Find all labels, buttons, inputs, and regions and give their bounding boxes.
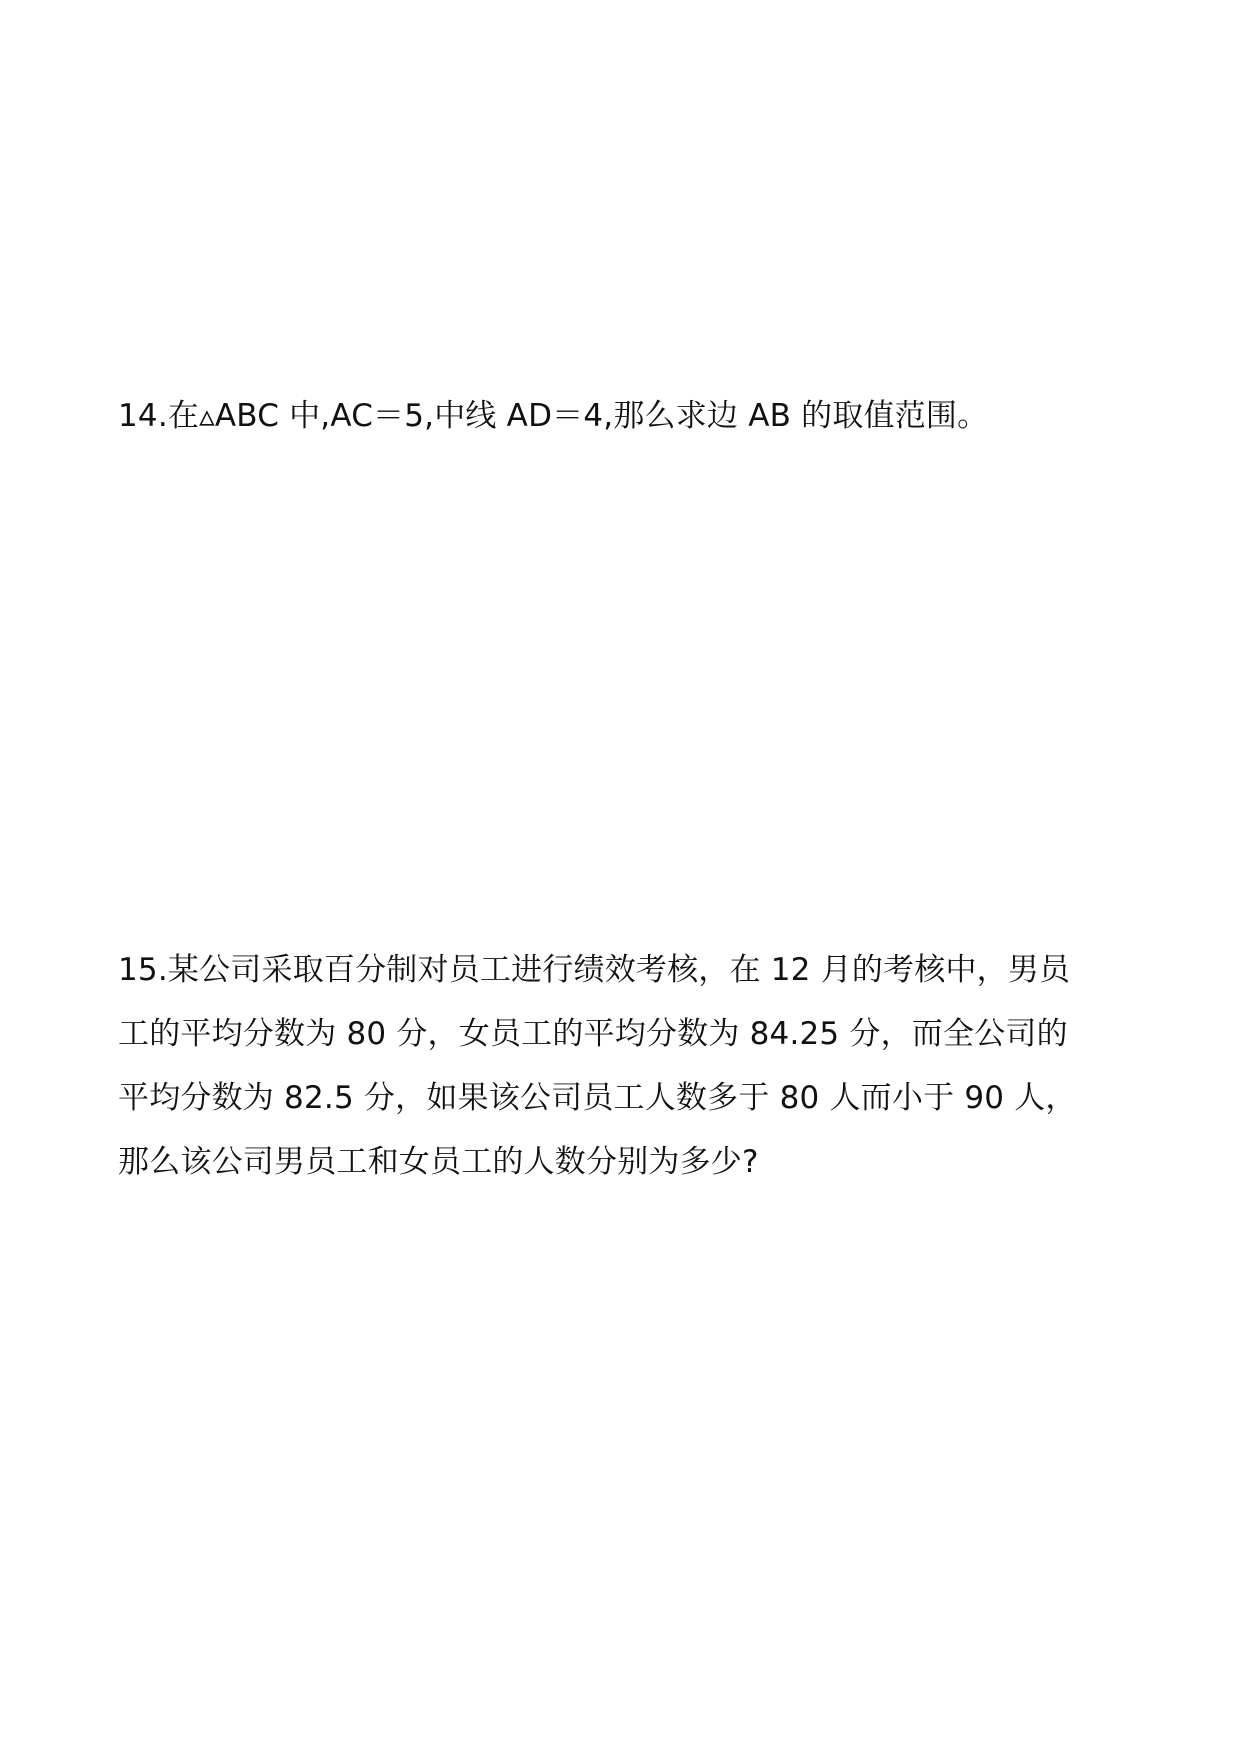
- problem-14: [118, 384, 1138, 448]
- problem-15: [118, 938, 1138, 1194]
- problem-line: 那么该公司男员工和女员工的人数分别为多少?: [118, 1144, 759, 1180]
- problem-line: 15.某公司采取百分制对员工进行绩效考核，在 12 月的考核中，男员: [118, 952, 1071, 988]
- problem-line: 平均分数为 82.5 分，如果该公司员工人数多于 80 人而小于 90 人，: [118, 1080, 1077, 1116]
- problem-line: 14.在▵ABC 中,AC＝5,中线 AD＝4,那么求边 AB 的取值范围。: [118, 398, 989, 434]
- problem-line: 工的平均分数为 80 分，女员工的平均分数为 84.25 分，而全公司的: [118, 1016, 1068, 1052]
